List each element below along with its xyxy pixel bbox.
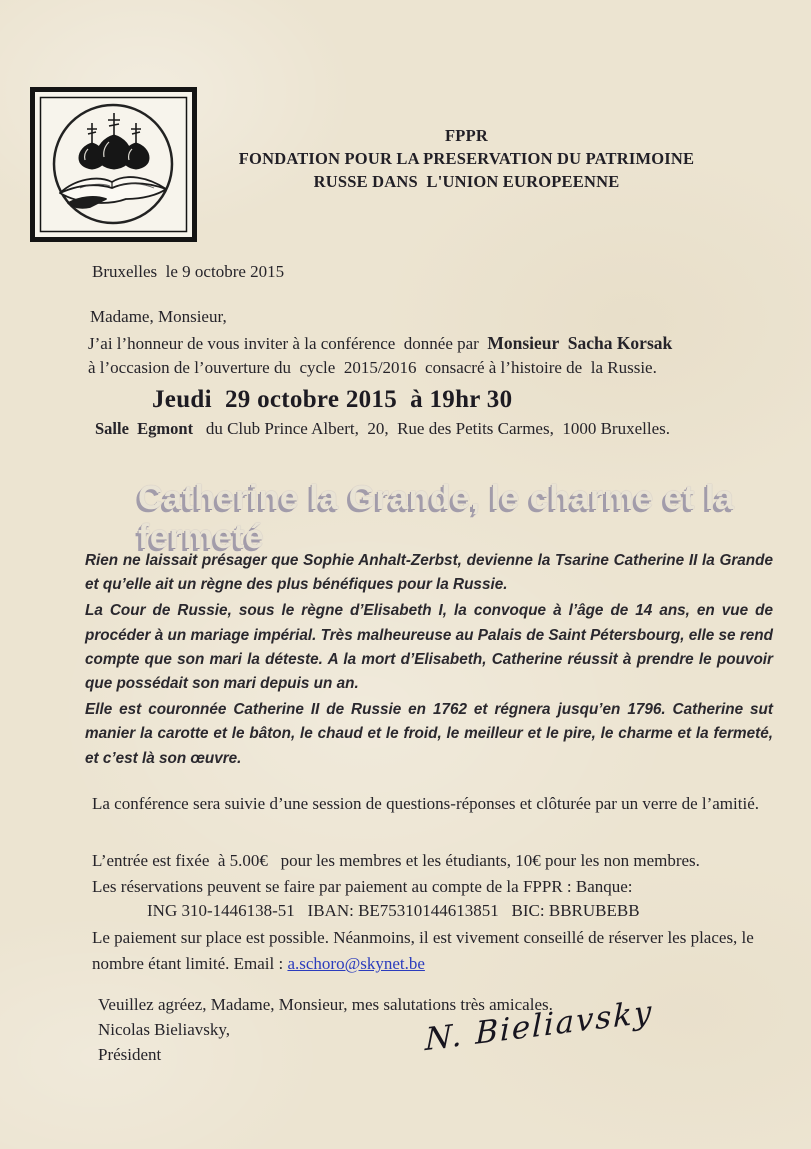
- signatory-name: Nicolas Bieliavsky,: [98, 1020, 231, 1039]
- pricing-line: L’entrée est fixée à 5.00€ pour les membres et les étudiants, 10€ pour les non membres.: [92, 851, 700, 870]
- signatory-title: Président: [98, 1045, 162, 1064]
- speaker-name: Monsieur Sacha Korsak: [487, 333, 673, 353]
- abstract-paragraph-3: Elle est couronnée Catherine II de Russie en 1762 et régnera jusqu’en 1796. Catherine sut manier la carotte et le bâton, le chaud et le froid, le meilleur et le pire, le charme et la fermeté, et c’est là son œuvre.: [85, 701, 773, 767]
- venue-address: du Club Prince Albert, 20, Rue des Petits Carmes, 1000 Bruxelles.: [193, 419, 670, 438]
- reservation-line: Les réservations peuvent se faire par paiement au compte de la FPPR : Banque:: [92, 877, 633, 896]
- intro-line2: à l’occasion de l’ouverture du cycle 2015/2016 consacré à l’histoire de la Russie.: [88, 358, 657, 377]
- salutation: Madame, Monsieur,: [90, 307, 227, 326]
- org-name-line2: RUSSE DANS L'UNION EUROPEENNE: [313, 172, 620, 191]
- valediction: Veuillez agréez, Madame, Monsieur, mes salutations très amicales.: [98, 995, 553, 1014]
- event-datetime: Jeudi 29 octobre 2015 à 19hr 30: [152, 386, 513, 413]
- bank-details: ING 310-1446138-51 IBAN: BE75310144613851 BIC: BBRUBEBB: [147, 901, 640, 920]
- intro-text: J’ai l’honneur de vous inviter à la conférence donnée par: [88, 334, 488, 353]
- invitation-intro: [88, 331, 766, 380]
- payment-note: [92, 925, 768, 977]
- org-abbreviation: FPPR: [445, 126, 488, 145]
- abstract-paragraph-2: La Cour de Russie, sous le règne d’Elisabeth I, la convoque à l’âge de 14 ans, en vue de procéder à un mariage impérial. Très malheureuse au Palais de Saint Pétersbourg, elle se rend compte que son mari la déteste. A la mort d’Elisabeth, Catherine réussit à prendre le pouvoir que possédait son mari depuis un an.: [85, 602, 773, 693]
- email-link[interactable]: a.schoro@skynet.be: [287, 954, 425, 973]
- lecture-title-wordart: Catherine la Grande, le charme et la fermeté: [138, 479, 735, 556]
- payment-text: Le paiement sur place est possible. Néanmoins, il est vivement conseillé de réserver les places, le nombre étant limité. Email :: [92, 928, 754, 973]
- handwritten-signature: N. Bieliavsky: [424, 993, 654, 1059]
- abstract-paragraph-1: Rien ne laissait présager que Sophie Anhalt-Zerbst, devienne la Tsarine Catherine II la Grande et qu’elle ait un règne des plus bénéfiques pour la Russie.: [85, 552, 773, 594]
- lecture-abstract: [85, 549, 773, 773]
- qa-session-note: La conférence sera suivie d’une session de questions-réponses et clôturée par un verre de l’amitié.: [92, 794, 759, 813]
- org-header: [150, 124, 783, 193]
- dateline: Bruxelles le 9 octobre 2015: [92, 262, 285, 281]
- venue-line: [95, 419, 670, 439]
- venue-room: Salle Egmont: [95, 419, 194, 438]
- org-name-line1: FONDATION POUR LA PRESERVATION DU PATRIMOINE: [238, 149, 695, 168]
